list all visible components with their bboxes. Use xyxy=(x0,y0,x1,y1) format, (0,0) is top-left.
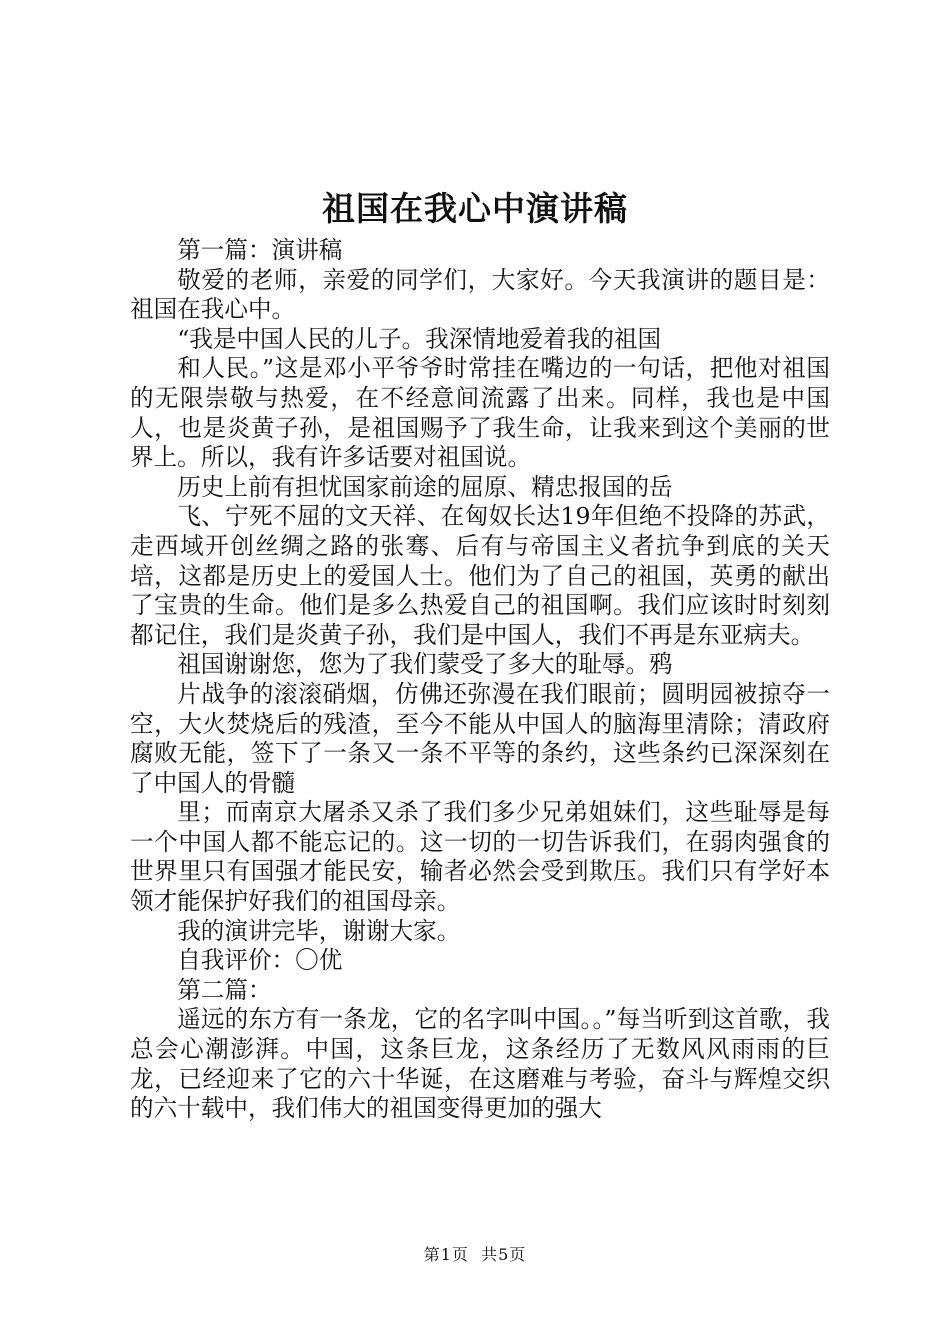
document-body xyxy=(130,236,830,1124)
page-number: 第1页 共5页 xyxy=(423,1245,527,1264)
paragraph-4: 和人民。”这是邓小平爷爷时常挂在嘴边的一句话，把他对祖国的无限崇敬与热爱，在不经意间流露了出来。同样，我也是中国人，也是炎黄子孙，是祖国赐予了我生命，让我来到这个美丽的世界上。所以，我有许多话要对祖国说。 xyxy=(130,354,830,472)
paragraph-1: 第一篇：演讲稿 xyxy=(177,236,343,264)
paragraph-5: 历史上前有担忧国家前途的屈原、精忠报国的岳 xyxy=(177,472,673,501)
paragraph-11: 自我评价：〇优 xyxy=(177,946,343,975)
paragraph-7: 祖国谢谢您，您为了我们蒙受了多大的耻辱。鸦 xyxy=(177,650,673,679)
paragraph-10: 我的演讲完毕，谢谢大家。 xyxy=(177,916,461,945)
paragraph-6: 飞、宁死不屈的文天祥、在匈奴长达19年但绝不投降的苏武，走西域开创丝绸之路的张骞、后有与帝国主义者抗争到底的关天培，这都是历史上的爱国人士。他们为了自己的祖国，英勇的献出了宝贵的生命。他们是多么热爱自己的祖国啊。我们应该时时刻刻都记住，我们是炎黄子孙，我们是中国人，我们不再是东亚病夫。 xyxy=(130,502,830,649)
document-title: 祖国在我心中演讲稿 xyxy=(322,189,628,228)
paragraph-8: 片战争的滚滚硝烟，仿佛还弥漫在我们眼前；圆明园被掠夺一空，大火焚烧后的残渣，至今不能从中国人的脑海里清除；清政府腐败无能，签下了一条又一条不平等的条约，这些条约已深深刻在了中国人的骨髓 xyxy=(130,679,830,797)
paragraph-3: “我是中国人民的儿子。我深情地爱着我的祖国 xyxy=(177,324,662,353)
paragraph-2: 敬爱的老师，亲爱的同学们，大家好。今天我演讲的题目是：祖国在我心中。 xyxy=(130,265,830,324)
paragraph-12: 第二篇： xyxy=(177,975,272,1004)
page-footer xyxy=(0,1244,950,1266)
paragraph-9: 里；而南京大屠杀又杀了我们多少兄弟姐妹们，这些耻辱是每一个中国人都不能忘记的。这一切的一切告诉我们，在弱肉强食的世界里只有国强才能民安，输者必然会受到欺压。我们只有学好本领才能保护好我们的祖国母亲。 xyxy=(130,798,830,916)
paragraph-13: 遥远的东方有一条龙，它的名字叫中国。。”每当听到这首歌，我总会心潮澎湃。中国，这条巨龙，这条经历了无数风风雨雨的巨龙，已经迎来了它的六十华诞，在这磨难与考验，奋斗与辉煌交织的六十载中，我们伟大的祖国变得更加的强大 xyxy=(130,1005,830,1123)
